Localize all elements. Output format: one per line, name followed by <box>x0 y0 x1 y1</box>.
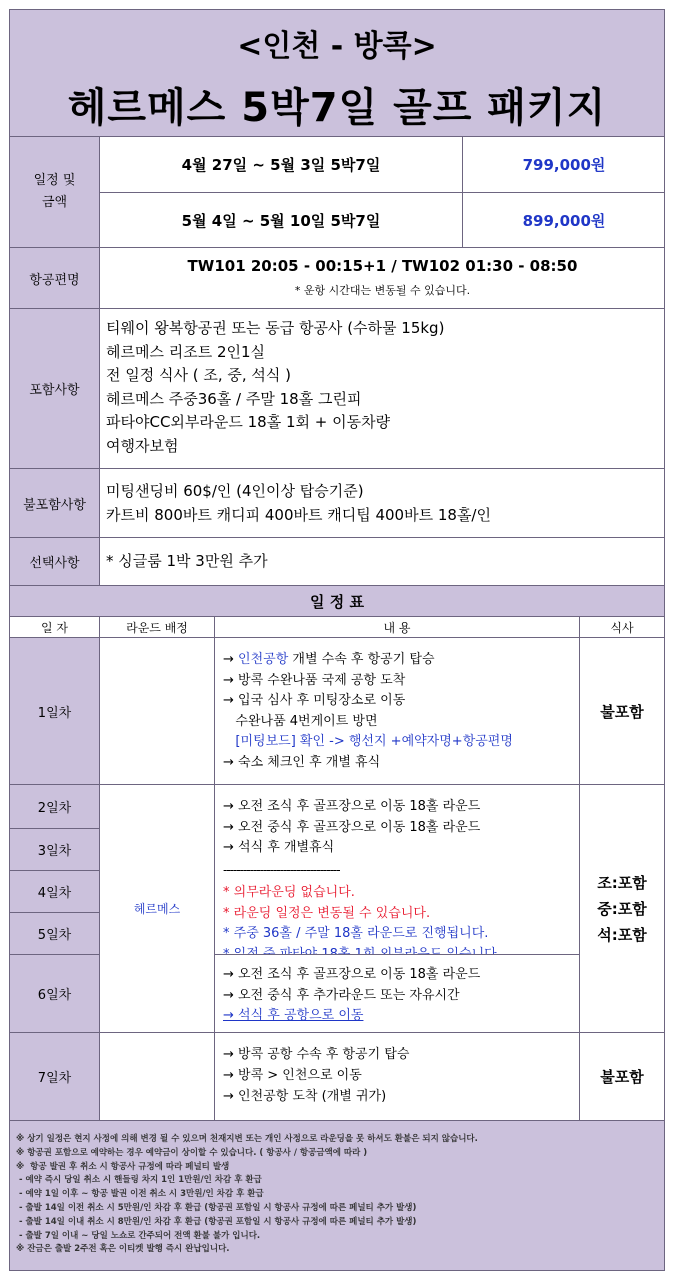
schedule-row-2-dates: 5월 4일 ~ 5월 10일 5박7일 <box>100 192 462 248</box>
itinerary-title: 일 정 표 <box>10 585 664 616</box>
included-item: 헤르메스 주중36홀 / 주말 18홀 그린피 <box>106 389 362 408</box>
footer-note: - 출발 14일 이내 취소 시 8만원/인 차감 후 환급 (항공권 포함일 시 항공사 규정에 따른 페널티 추가 발생) <box>16 1216 417 1227</box>
mid-line: → 오전 중식 후 골프장으로 이동 18홀 라운드 <box>223 819 481 835</box>
day-7-label: 7일차 <box>10 1032 99 1120</box>
day-7-content <box>214 1032 579 1120</box>
day-1-line: → 입국 심사 후 미팅장소로 이동 <box>223 693 406 708</box>
footer-note: ※ 잔금은 출발 2주전 혹은 이티켓 발행 즉시 완납입니다. <box>16 1244 230 1255</box>
round-hermes: 헤르메스 <box>99 784 214 1032</box>
footer-note: - 출발 7일 이내 ~ 당일 노쇼로 간주되어 전액 환불 불가 입니다. <box>16 1230 261 1241</box>
day-7-line: → 인천공항 도착 (개별 귀가) <box>223 1089 387 1104</box>
schedule-price-label: 일정 및 금액 <box>10 136 99 247</box>
included-item: 헤르메스 리조트 2인1실 <box>106 342 266 361</box>
day-3-label: 3일차 <box>10 828 99 870</box>
footer-notes <box>10 1120 664 1270</box>
day-7-round <box>99 1032 214 1120</box>
included-item: 전 일정 식사 ( 조, 중, 석식 ) <box>106 366 292 384</box>
day-1-label: 1일차 <box>10 637 99 784</box>
package-title: 헤르메스 5박7일 골프 패키지 <box>67 84 607 131</box>
day-1-line: → 숙소 체크인 후 개별 휴식 <box>223 754 381 770</box>
optional-label: 선택사항 <box>10 537 99 585</box>
schedule-row-2-price: 899,000원 <box>462 192 665 248</box>
footer-note: - 예약 즉시 당일 취소 시 핸들링 차지 1인 1만원/인 차감 후 환급 <box>16 1175 262 1186</box>
included-list <box>99 308 664 468</box>
day-1-line: → 인천공항 개별 수속 후 항공기 탑승 <box>223 652 435 667</box>
package-flyer <box>9 9 665 1271</box>
days-2-6-meal: 조:포함 중:포함 석:포함 <box>579 784 664 1032</box>
excluded-list <box>99 468 664 537</box>
note-line: * 의무라운딩 없습니다. <box>223 885 355 900</box>
day-1-line: → 방콕 수완나품 국제 공항 도착 <box>223 672 406 688</box>
excluded-item: 카트비 800바트 캐디피 400바트 캐디팁 400바트 18홀/인 <box>106 506 491 524</box>
day-1-line: 수완나품 4번게이트 방면 <box>223 713 378 729</box>
flight-label: 항공편명 <box>10 247 99 308</box>
days-2-5-content <box>214 784 579 954</box>
included-item: 파타야CC외부라운드 18홀 1회 + 이동차량 <box>106 413 391 431</box>
day-1-round <box>99 637 214 784</box>
schedule-row-1-price: 799,000원 <box>462 137 665 192</box>
footer-note: ※ 상기 일정은 현지 사정에 의해 변경 될 수 있으며 천재지변 또는 개인 사정으로 라운딩을 못 하셔도 환불은 되지 않습니다. <box>16 1134 478 1144</box>
day-5-label: 5일차 <box>10 912 99 954</box>
route-title: <인천 - 방콕> <box>237 29 437 64</box>
day-1-content <box>214 637 579 784</box>
note-line: * 라운딩 일정은 변동될 수 있습니다. <box>223 905 431 921</box>
day-1-line: [미팅보드] 확인 -> 행선지 +예약자명+항공편명 <box>223 734 513 749</box>
divider-line: ----------------------------------- <box>223 862 340 877</box>
day-6-line: → 오전 중식 후 추가라운드 또는 자유시간 <box>223 987 460 1003</box>
included-item: 여행자보험 <box>106 436 179 455</box>
day-4-label: 4일차 <box>10 870 99 912</box>
mid-line: → 석식 후 개별휴식 <box>223 840 335 855</box>
excluded-item: 미팅샌딩비 60$/인 (4인이상 탑승기준) <box>106 482 364 500</box>
day-1-meal: 불포함 <box>579 637 664 784</box>
day-6-label: 6일차 <box>10 954 99 1032</box>
header-content: 내 용 <box>214 617 579 638</box>
header-meal: 식사 <box>579 617 664 638</box>
flight-note: * 운항 시간대는 변동될 수 있습니다. <box>294 284 471 297</box>
day-7-line: → 방콕 > 인천으로 이동 <box>223 1068 362 1083</box>
flight-info: TW101 20:05 - 00:15+1 / TW102 01:30 - 08:50 <box>187 257 578 275</box>
day-6-content <box>214 954 579 1032</box>
footer-note: - 예약 1일 이후 ~ 항공 발권 이전 취소 시 3만원/인 차감 후 환급 <box>16 1189 264 1200</box>
day-7-line: → 방콕 공항 수속 후 항공기 탑승 <box>223 1047 410 1062</box>
day-2-label: 2일차 <box>10 784 99 828</box>
header-round: 라운드 배정 <box>99 617 214 638</box>
itinerary-header-row <box>10 616 664 637</box>
day-6-line: → 석식 후 공항으로 이동 <box>223 1008 364 1023</box>
included-item: 티웨이 왕복항공권 또는 동급 항공사 (수하물 15kg) <box>106 319 445 337</box>
schedule-price-table <box>99 136 664 247</box>
optional-item: * 싱글룸 1박 3만원 추가 <box>99 537 664 585</box>
mid-line: → 오전 조식 후 골프장으로 이동 18홀 라운드 <box>223 799 481 814</box>
note-line: * 주중 36홀 / 주말 18홀 라운드로 진행됩니다. <box>223 926 489 941</box>
schedule-row-1-dates: 4월 27일 ~ 5월 3일 5박7일 <box>181 156 381 174</box>
day-6-line: → 오전 조식 후 골프장으로 이동 18홀 라운드 <box>223 967 481 982</box>
header-day: 일 자 <box>41 621 68 635</box>
included-label: 포함사항 <box>10 308 99 468</box>
excluded-label: 불포함사항 <box>10 468 99 537</box>
footer-note: - 출발 14일 이전 취소 시 5만원/인 차감 후 환급 (항공권 포함일 시 항공사 규정에 따른 페널티 추가 발생) <box>16 1202 417 1213</box>
flight-cell <box>99 247 664 308</box>
footer-note: ※ 항공권 포함으로 예약하는 경우 예약금이 상이할 수 있습니다. ( 항공사 / 항공금액에 따라 ) <box>16 1147 368 1158</box>
footer-note: ※ 항공 발권 후 취소 시 항공사 규정에 따라 페널티 발생 <box>16 1161 230 1172</box>
day-7-meal: 불포함 <box>579 1032 664 1120</box>
